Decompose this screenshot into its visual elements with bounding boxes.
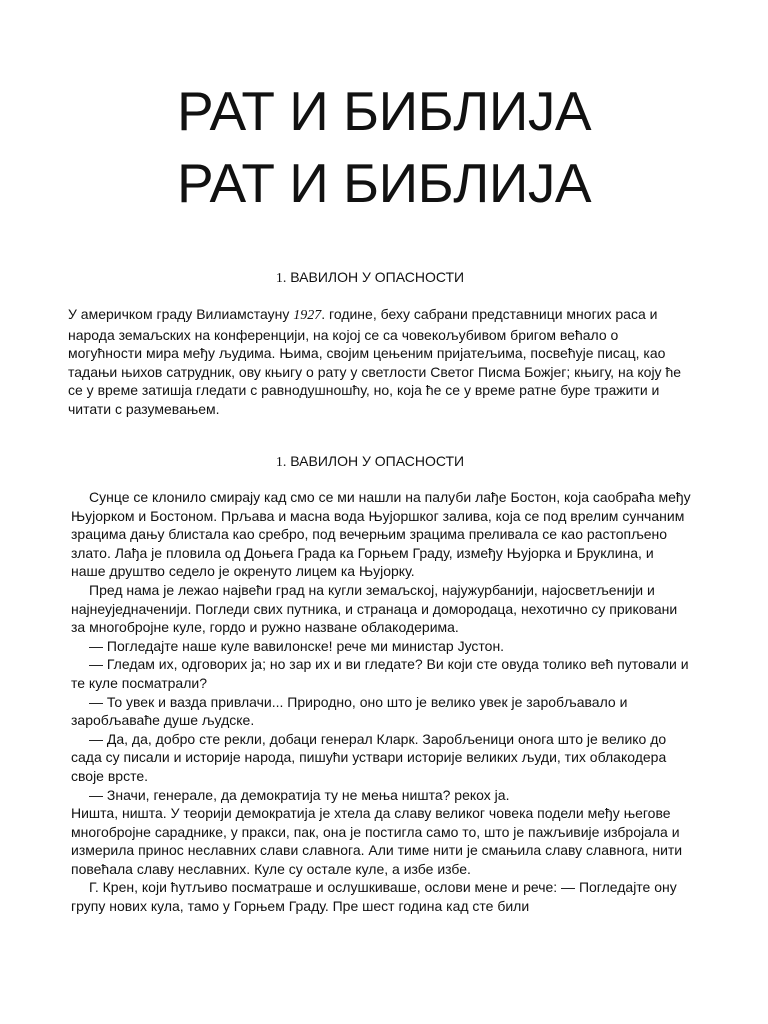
dedication-year: 1927 [293,308,322,323]
body-paragraph: Г. Крен, који ћутљиво посматраше и ослушкиваше, ослови мене и рече: — Погледајте ону групу нових кула, тамо у Горњем Граду. Пре шест година кад сте били [71,879,677,915]
dialogue-line: — То увек и вазда привлачи... Природно, оно што је велико увек је заробљавало и заробљаваће душе људске. [71,693,628,729]
dialogue-line: — Гледам их, одговорих ја; но зар их и ви гледате? Ви који сте овуда толико већ путовали и те куле посматрали? [71,656,689,691]
section-heading [0,269,754,287]
dedication-paragraph [68,305,688,419]
body-paragraph: Ништа, ништа. У теорији демократија је хтела да славу великог човека подели међу његове многобројне сараднике, у пракси, пак, она је постигла само то, што је пажљивије избројала и измерила принос неславних слави славнога. Али тиме нити је смањила славу славнога, нити повећала славу неславних. Куле су остале куле, а избе избе. [71,805,683,877]
section-number: 1. [275,271,287,286]
document-title-repeat: РАТ И БИБЛИЈА [176,152,592,214]
section-heading-text: ВАВИЛОН У ОПАСНОСТИ [290,453,465,469]
body-paragraph: Пред нама је лежао највећи град на кугли земаљској, најужурбанији, најосветљенији и најнеуједначенији. Погледи свих путника, и странаца и домородаца, нехотично су приковани за многобројне куле, гордо и ружно назване облакодерима. [71,581,678,636]
dialogue-line: — Погледајте наше куле вавилонске! рече ми министар Јустон. [89,637,505,654]
body-paragraph: Сунце се клонило смирају кад смо се ми нашли на палуби лађе Бостон, која саобраћа међу Њујорком и Бостоном. Прљава и масна вода Њујоршког залива, која се под врелим сунчаним зрацима дању блистала као сребро, под вечерњим зрацима преливала се као растопљено злато. Лађа је пловила од Доњега Града ка Горњем Граду, између Њујорка и Бруклина, и наше друштво седело је окренуто лицем ка Њујорку. [71,489,691,580]
dedication-rest: . године, беху сабрани представници многих раса и народа земаљских на конференцији, на којој се са човекољубивом бригом већало о могућности мира међу људима. Њима, својим цењеним пријатељима, посвећује писац, као тадањи њихов сатрудник, ову књигу о рату у светлости Светог Писма Божјег; књигу, на коју ће се у време затишја гледати с равнодушношћу, но, која ће се у време ратне буре тражити и читати с разумевањем. [68,306,682,417]
section-number: 1. [275,455,287,470]
dialogue-line: — Да, да, добро сте рекли, добаци генерал Кларк. Заробљеници онога што је велико до сада су писали и историје народа, пишући уствари историје великих људи, тих облакодера своје врсте. [71,730,667,784]
section-heading-text: ВАВИЛОН У ОПАСНОСТИ [290,269,465,285]
body-text [71,488,691,916]
section-heading-repeat [0,453,754,471]
document-title: РАТ И БИБЛИЈА [176,80,592,142]
dedication-lead: У америчком граду Вилиамстауну [68,306,294,322]
dialogue-line: — Значи, генерале, да демократија ту не мења ништа? рекох ја. [89,786,510,803]
